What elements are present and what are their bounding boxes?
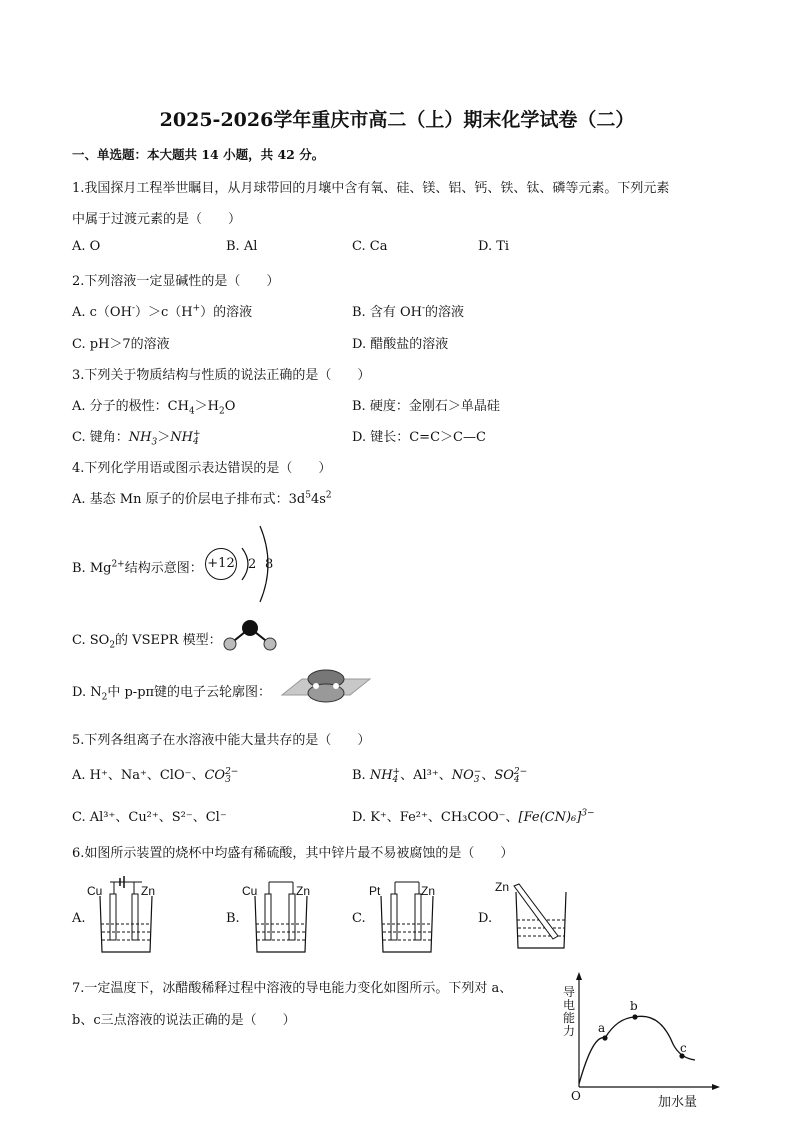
q4-option-c: C. $SO_2$的 VSEPR 模型：: [72, 633, 222, 651]
q5-option-c: C. Al³⁺、Cu²⁺、S²⁻、Cl⁻: [72, 810, 227, 825]
q3-stem: 3.下列关于物质结构与性质的说法正确的是（ ）: [72, 368, 371, 383]
graph-point-a-label: a: [598, 1021, 606, 1035]
q7-stem-line2: b、c三点溶液的说法正确的是（ ）: [72, 1013, 296, 1028]
mg-shell-1-count: 2: [248, 557, 257, 572]
graph-point-b-label: b: [630, 999, 638, 1013]
q6-b-left-label: Cu: [242, 884, 258, 898]
q6-stem: 6.如图所示装置的烧杯中均盛有稀硫酸，其中锌片最不易被腐蚀的是（ ）: [72, 846, 514, 861]
graph-point-c-label: c: [680, 1041, 687, 1055]
q3-option-c: C. 键角：$NH_3>NH+$ 4: [72, 428, 201, 448]
q4-option-d: D. $N_2$中 p-pπ键的电子云轮廓图：: [72, 685, 272, 703]
graph-origin-label: O: [571, 1089, 581, 1103]
q4-option-b: B. $Mg^{2+}$结构示意图：: [72, 559, 203, 576]
q4-stem: 4.下列化学用语或图示表达错误的是（ ）: [72, 461, 332, 476]
q1-stem-line2: 中属于过渡元素的是（ ）: [72, 212, 242, 227]
q6-beaker-d: [510, 884, 570, 952]
section-heading: 一、单选题：本大题共 14 小题，共 42 分。: [72, 147, 325, 162]
q3-option-a: A. 分子的极性：$CH_4>H_2O$: [72, 399, 236, 417]
q1-option-d: D. Ti: [478, 239, 510, 254]
graph-x-axis-label: 加水量: [658, 1095, 698, 1110]
q6-a-left-label: Cu: [87, 884, 103, 898]
q1-option-c: C. Ca: [352, 239, 388, 254]
q6-b-right-label: Zn: [296, 884, 311, 898]
q6-d-label: Zn: [495, 880, 510, 894]
q2-option-a: A. c（OH-）＞c（H+）的溶液: [72, 303, 253, 320]
q6-option-b: B.: [226, 911, 240, 926]
q1-stem-line1: 1.我国探月工程举世瞩目，从月球带回的月壤中含有氧、硅、镁、铝、钙、铁、钛、磷等元素。下列元素: [72, 181, 670, 196]
mg-shell-2-count: 8: [265, 557, 274, 572]
q5-option-b: B. NH+ 4 、Al³⁺、NO− 3 、SO2− 4: [352, 766, 528, 785]
q2-option-c: C. pH＞7的溶液: [72, 337, 170, 352]
q6-beaker-c: [377, 876, 437, 958]
mg-nucleus: +12: [205, 548, 237, 580]
q6-c-right-label: Zn: [421, 884, 436, 898]
q6-option-d: D.: [478, 911, 493, 926]
so2-vsepr-model: [218, 618, 282, 654]
q2-option-b: B. 含有 OH-的溶液: [352, 303, 465, 320]
q5-stem: 5.下列各组离子在水溶液中能大量共存的是（ ）: [72, 733, 371, 748]
q6-beaker-a: [96, 876, 156, 958]
q6-option-c: C.: [352, 911, 366, 926]
q5-option-d: D. K⁺、Fe²⁺、CH₃COO⁻、$[Fe(CN)_6]^{3-}$: [352, 808, 595, 825]
q1-option-b: B. Al: [226, 239, 258, 254]
q6-a-right-label: Zn: [141, 884, 156, 898]
q3-option-d: D. 键长：C=C＞C—C: [352, 430, 486, 445]
q6-beaker-b: [251, 876, 311, 958]
q7-conductivity-graph: [560, 972, 730, 1117]
q1-option-a: A. O: [72, 239, 101, 254]
graph-y-axis-label: 导电能力: [562, 985, 575, 1038]
q2-option-d: D. 醋酸盐的溶液: [352, 337, 449, 352]
q6-option-a: A.: [72, 911, 86, 926]
n2-pi-bond-cloud-icon: [282, 665, 372, 707]
page-title: 2025-2026学年重庆市高二（上）期末化学试卷（二）: [159, 109, 635, 131]
q4-option-a: A. 基态 Mn 原子的价层电子排布式：$3d^54s^2$: [72, 490, 332, 507]
q6-c-left-label: Pt: [369, 884, 381, 898]
q3-option-b: B. 硬度：金刚石＞单晶硅: [352, 399, 500, 414]
mg-electron-shell-arcs: [236, 524, 286, 604]
q2-stem: 2.下列溶液一定显碱性的是（ ）: [72, 274, 280, 289]
q7-stem-line1: 7.一定温度下，冰醋酸稀释过程中溶液的导电能力变化如图所示。下列对 a、: [72, 981, 513, 996]
q5-option-a: A. H⁺、Na⁺、ClO⁻、CO2− 3: [72, 766, 239, 785]
